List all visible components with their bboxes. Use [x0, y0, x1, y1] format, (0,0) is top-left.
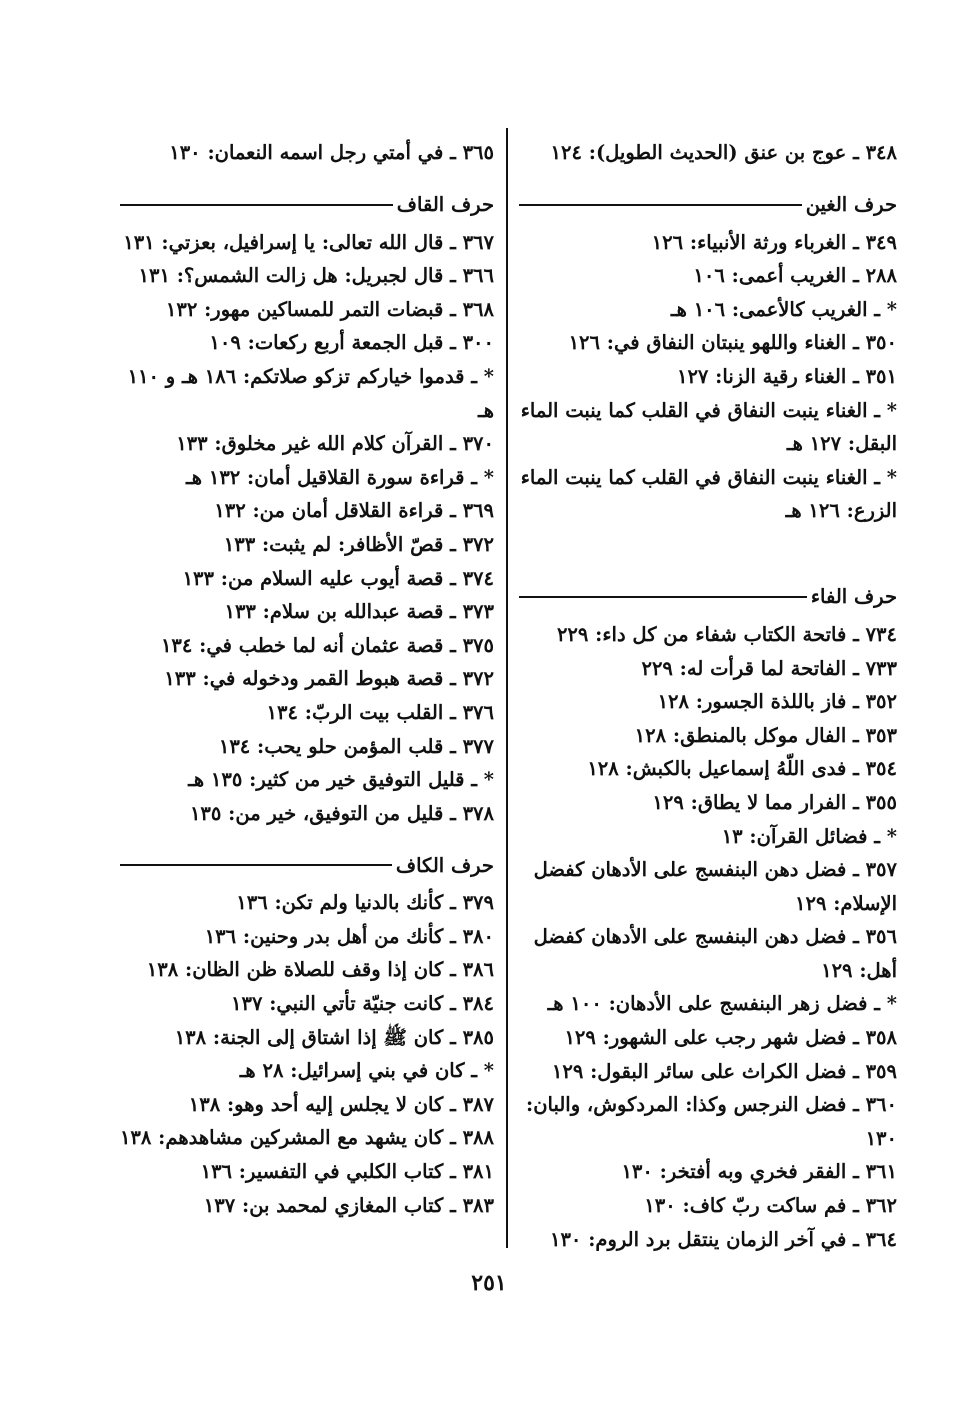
index-entry: ٧٣٣ ـ الفاتحة لما قرأت له: ٢٢٩: [641, 656, 897, 680]
section-title: حرف الغين: [805, 193, 897, 217]
index-entry: ٣٨٠ ـ كأنك من أهل بدر وحنين: ١٣٦: [204, 924, 494, 948]
index-entry: * ـ الغناء ينبت النفاق في القلب كما ينبت الماء الزرع: ١٢٦ هـ: [520, 465, 897, 523]
index-entry: ٣٧٤ ـ قصة أيوب عليه السلام من: ١٣٣: [182, 566, 494, 590]
index-entry: ٣٧٧ ـ قلب المؤمن حلو يحب: ١٣٤: [218, 734, 494, 758]
index-entry: ٣٤٩ ـ الغرباء ورثة الأنبياء: ١٢٦: [651, 230, 897, 254]
index-entry: * ـ فضائل القرآن: ١٣: [721, 824, 897, 848]
index-entry: ٣٦٩ ـ قراءة القلاقل أمان من: ١٣٢: [214, 499, 494, 523]
section-heading-kaf: [120, 848, 494, 882]
index-entry: ٣٧٠ ـ القرآن كلام الله غير مخلوق: ١٣٣: [176, 432, 494, 456]
index-entry: ٧٣٤ ـ فاتحة الكتاب شفاء من كل داء: ٢٢٩: [556, 622, 897, 646]
index-entry: ٣٧٥ ـ قصة عثمان أنه لما خطب في: ١٣٤: [160, 633, 494, 657]
index-entry: * ـ قليل التوفيق خير من كثير: ١٣٥ هـ: [188, 768, 494, 792]
section-heading-ghain: [519, 188, 897, 222]
index-entry: ٣٥٣ ـ الفال موكل بالمنطق: ١٢٨: [634, 723, 897, 747]
section-title: حرف القاف: [396, 193, 494, 217]
section-heading-qaf: [120, 188, 494, 222]
index-entry: ٣٧٣ ـ قصة عبدالله بن سلام: ١٣٣: [224, 600, 494, 624]
index-entry: ٣٠٠ ـ قبل الجمعة أربع ركعات: ١٠٩: [209, 331, 494, 355]
index-entry: ٣٥٠ ـ الغناء واللهو ينبتان النفاق في: ١٢٦: [568, 331, 897, 355]
index-entry: ٣٨٦ ـ كان إذا وقف للصلاة ظن الظان: ١٣٨: [146, 958, 494, 982]
index-entry: ٣٦٦ ـ قال لجبريل: هل زالت الشمس؟: ١٣١: [138, 264, 494, 288]
index-entry: ٣٨١ ـ كتاب الكلبي في التفسير: ١٣٦: [200, 1160, 494, 1184]
index-entry: ٣٥٦ ـ فضل دهن البنفسج على الأدهان كفضل أهل: ١٢٩: [533, 925, 897, 982]
index-entry: ٣٤٨ ـ عوج بن عنق (الحديث الطويل): ١٢٤: [550, 141, 897, 164]
heading-rule: [120, 204, 393, 206]
index-entry: ٣٧٢ ـ قصة هبوط القمر ودخوله في: ١٣٣: [164, 667, 494, 691]
index-entry: * ـ كان في بني إسرائيل: ٢٨ هـ: [239, 1059, 494, 1083]
right-column: [519, 136, 897, 1256]
index-entry: ٣٥٢ ـ فاز باللذة الجسور: ١٢٨: [657, 690, 897, 714]
index-entry: ٣٧٦ ـ القلب بيت الربّ: ١٣٤: [266, 700, 494, 724]
index-entry: * ـ قدموا خياركم تزكو صلاتكم: ١٨٦ هـ و ١١٠ هـ: [127, 364, 494, 422]
index-entry: * ـ الغريب كالأعمى: ١٠٦ هـ: [670, 297, 897, 321]
page-number: ٢٥١: [471, 1270, 507, 1296]
index-entry: ٣٧٩ ـ كأنك بالدنيا ولم تكن: ١٣٦: [236, 891, 494, 915]
column-divider: [506, 128, 508, 1248]
index-entry: ٣٥٨ ـ فضل شهر رجب على الشهور: ١٢٩: [564, 1026, 897, 1050]
index-entry: ٣٨٧ ـ كان لا يجلس إليه أحد وهو: ١٣٨: [188, 1092, 494, 1116]
index-entry: ٢٨٨ ـ الغريب أعمى: ١٠٦: [693, 264, 897, 288]
index-entry: * ـ فضل زهر البنفسج على الأدهان: ١٠٠ هـ: [547, 992, 897, 1016]
index-entry: ٣٦٥ ـ في أمتي رجل اسمه النعمان: ١٣٠: [169, 141, 494, 164]
index-entry: * ـ الغناء ينبت النفاق في القلب كما ينبت الماء البقل: ١٢٧ هـ: [520, 398, 897, 456]
index-entry: ٣٥٤ ـ فدى اللّهُ إسماعيل بالكبش: ١٢٨: [587, 757, 897, 781]
section-heading-faa: [519, 580, 897, 614]
index-entry: ٣٨٨ ـ كان يشهد مع المشركين مشاهدهم: ١٣٨: [119, 1126, 494, 1150]
index-entry: ٣٥١ ـ الغناء رقية الزنا: ١٢٧: [676, 364, 897, 388]
index-entry: ٣٨٥ ـ كان ﷺ إذا اشتاق إلى الجنة: ١٣٨: [174, 1025, 494, 1049]
index-entry: ٣٦٨ ـ قبضات التمر للمساكين مهور: ١٣٢: [165, 297, 494, 321]
heading-rule: [519, 204, 802, 206]
index-entry: ٣٥٥ ـ الفرار مما لا يطاق: ١٢٩: [652, 790, 897, 814]
heading-rule: [519, 596, 807, 598]
index-entry: ٣٦١ ـ الفقر فخري وبه أفتخر: ١٣٠: [621, 1160, 897, 1184]
index-entry: ٣٦٢ ـ فم ساكت ربّ كاف: ١٣٠: [644, 1194, 897, 1218]
index-entry: ٣٨٤ ـ كانت جنيّة تأتي النبي: ١٣٧: [231, 992, 494, 1016]
index-entry: ٣٧٨ ـ قليل من التوفيق، خير من: ١٣٥: [189, 801, 494, 825]
index-entry: ٣٥٩ ـ فضل الكراث على سائر البقول: ١٢٩: [551, 1059, 897, 1083]
index-entry: ٣٧٢ ـ قصّ الأظافر: لم يثبت: ١٣٣: [223, 532, 494, 556]
section-title: حرف الفاء: [810, 585, 897, 609]
index-entry: ٣٦٤ ـ في آخر الزمان ينتقل برد الروم: ١٣٠: [549, 1227, 897, 1251]
left-column: [120, 136, 494, 1222]
index-entry: ٣٨٣ ـ كتاب المغازي لمحمد بن: ١٣٧: [203, 1193, 494, 1217]
index-entry: * ـ قراءة سورة القلاقيل أمان: ١٣٢ هـ: [186, 465, 494, 489]
heading-rule: [120, 864, 392, 866]
section-title: حرف الكاف: [395, 853, 494, 877]
index-entry: ٣٥٧ ـ فضل دهن البنفسج على الأدهان كفضل الإسلام: ١٢٩: [533, 858, 897, 915]
index-entry: ٣٦٠ ـ فضل النرجس وكذا: المردكوش، والبان: ١٣٠: [526, 1093, 897, 1150]
index-entry: ٣٦٧ ـ قال الله تعالى: يا إسرافيل، بعزتي: ١٣١: [123, 230, 494, 254]
